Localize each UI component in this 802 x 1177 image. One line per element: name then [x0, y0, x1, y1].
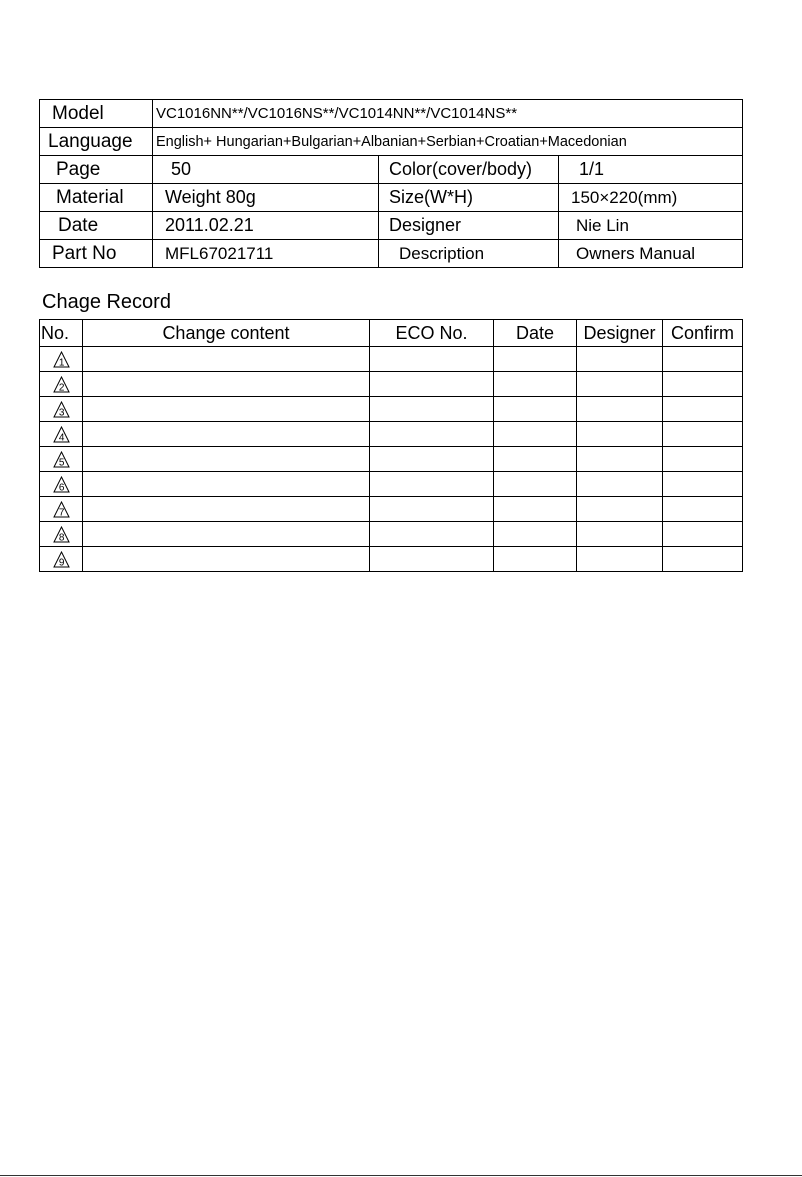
designer-cell [577, 397, 663, 422]
description-label: Description [379, 240, 559, 268]
revision-number-cell [40, 472, 83, 497]
date-cell [494, 522, 577, 547]
revision-number: 5 [58, 457, 64, 469]
size-value: 150×220(mm) [559, 184, 743, 212]
revision-triangle-icon [53, 351, 70, 368]
spec-row-date [40, 212, 743, 240]
eco-no-cell [370, 447, 494, 472]
change-content-cell [83, 547, 370, 572]
change-record-header-row [40, 320, 743, 347]
designer-cell [577, 547, 663, 572]
revision-triangle-icon [53, 451, 70, 468]
eco-no-cell [370, 497, 494, 522]
size-label: Size(W*H) [379, 184, 559, 212]
designer-cell [577, 522, 663, 547]
eco-no-cell [370, 347, 494, 372]
header-eco-no: ECO No. [370, 320, 494, 347]
revision-triangle-icon [53, 551, 70, 568]
page-label: Page [40, 156, 153, 184]
change-content-cell [83, 372, 370, 397]
change-content-cell [83, 422, 370, 447]
language-label: Language [40, 128, 153, 156]
revision-number: 3 [58, 407, 64, 419]
eco-no-cell [370, 472, 494, 497]
eco-no-cell [370, 422, 494, 447]
eco-no-cell [370, 522, 494, 547]
revision-number: 9 [58, 557, 64, 569]
header-date: Date [494, 320, 577, 347]
change-record-row [40, 422, 743, 447]
header-change-content: Change content [83, 320, 370, 347]
eco-no-cell [370, 547, 494, 572]
date-cell [494, 547, 577, 572]
header-no: No. [40, 320, 83, 347]
change-record-row [40, 547, 743, 572]
revision-number-cell [40, 447, 83, 472]
change-content-cell [83, 447, 370, 472]
language-value: English+ Hungarian+Bulgarian+Albanian+Serbian+Croatian+Macedonian [153, 128, 743, 156]
revision-triangle-icon [53, 426, 70, 443]
revision-number-cell [40, 347, 83, 372]
revision-number-cell [40, 547, 83, 572]
confirm-cell [663, 447, 743, 472]
change-record-row [40, 522, 743, 547]
eco-no-cell [370, 372, 494, 397]
header-designer: Designer [577, 320, 663, 347]
date-cell [494, 372, 577, 397]
revision-triangle-icon [53, 501, 70, 518]
revision-number: 7 [58, 507, 64, 519]
date-cell [494, 497, 577, 522]
designer-cell [577, 497, 663, 522]
description-value: Owners Manual [559, 240, 743, 268]
change-record-table [39, 319, 743, 572]
material-label: Material [40, 184, 153, 212]
model-label: Model [40, 100, 153, 128]
date-cell [494, 422, 577, 447]
change-record-row [40, 397, 743, 422]
confirm-cell [663, 372, 743, 397]
designer-cell [577, 372, 663, 397]
revision-number: 1 [58, 357, 64, 369]
color-label: Color(cover/body) [379, 156, 559, 184]
spec-row-page [40, 156, 743, 184]
spec-row-language [40, 128, 743, 156]
model-value: VC1016NN**/VC1016NS**/VC1014NN**/VC1014NS** [153, 100, 743, 128]
designer-cell [577, 447, 663, 472]
material-value: Weight 80g [153, 184, 379, 212]
revision-number: 6 [58, 482, 64, 494]
confirm-cell [663, 522, 743, 547]
change-record-row [40, 372, 743, 397]
header-confirm: Confirm [663, 320, 743, 347]
partno-value: MFL67021711 [153, 240, 379, 268]
change-record-title: Chage Record [42, 291, 171, 313]
spec-row-partno [40, 240, 743, 268]
designer-label: Designer [379, 212, 559, 240]
spec-table [39, 99, 743, 268]
revision-triangle-icon [53, 476, 70, 493]
confirm-cell [663, 547, 743, 572]
designer-value: Nie Lin [559, 212, 743, 240]
date-cell [494, 447, 577, 472]
change-content-cell [83, 397, 370, 422]
revision-number-cell [40, 422, 83, 447]
revision-number: 4 [58, 432, 64, 444]
change-content-cell [83, 497, 370, 522]
revision-triangle-icon [53, 526, 70, 543]
confirm-cell [663, 422, 743, 447]
date-value: 2011.02.21 [153, 212, 379, 240]
confirm-cell [663, 397, 743, 422]
revision-number: 2 [58, 382, 64, 394]
change-record-row [40, 497, 743, 522]
color-value: 1/1 [559, 156, 743, 184]
revision-number-cell [40, 497, 83, 522]
spec-row-model [40, 100, 743, 128]
date-label: Date [40, 212, 153, 240]
revision-triangle-icon [53, 401, 70, 418]
confirm-cell [663, 347, 743, 372]
eco-no-cell [370, 397, 494, 422]
revision-number-cell [40, 372, 83, 397]
spec-row-material [40, 184, 743, 212]
page-value: 50 [153, 156, 379, 184]
change-record-row [40, 347, 743, 372]
designer-cell [577, 422, 663, 447]
change-record-row [40, 447, 743, 472]
revision-triangle-icon [53, 376, 70, 393]
confirm-cell [663, 497, 743, 522]
partno-label: Part No [40, 240, 153, 268]
confirm-cell [663, 472, 743, 497]
change-record-row [40, 472, 743, 497]
change-content-cell [83, 347, 370, 372]
designer-cell [577, 472, 663, 497]
revision-number-cell [40, 397, 83, 422]
date-cell [494, 347, 577, 372]
change-content-cell [83, 522, 370, 547]
revision-number-cell [40, 522, 83, 547]
date-cell [494, 397, 577, 422]
page-bottom-rule [0, 1175, 802, 1176]
revision-number: 8 [58, 532, 64, 544]
change-content-cell [83, 472, 370, 497]
designer-cell [577, 347, 663, 372]
date-cell [494, 472, 577, 497]
